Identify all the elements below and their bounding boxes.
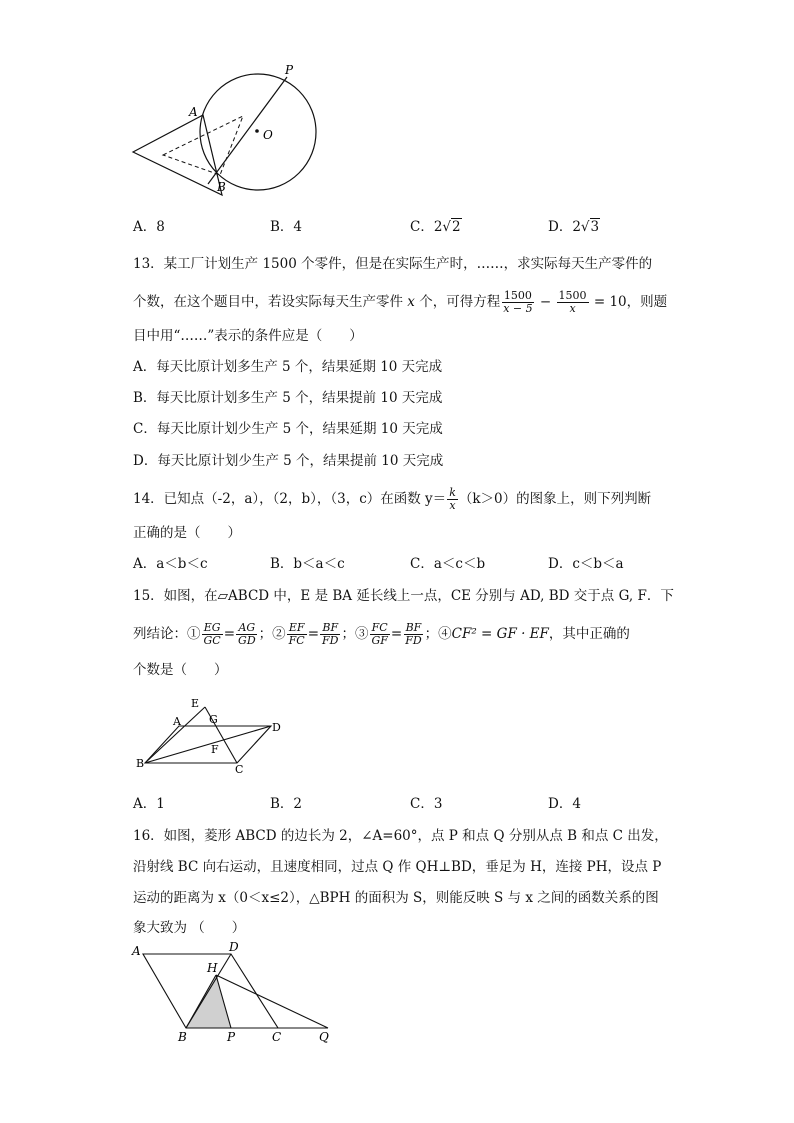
- q16-line2: 沿射线 BC 向右运动，且速度相同，过点 Q 作 QH⊥BD，垂足为 H，连接 PH，设点 P: [133, 859, 662, 875]
- q15-line-bd: [145, 726, 271, 763]
- q12-line-bp: [208, 77, 287, 184]
- q13-frac1: $\frac{1500}{x - 5}$: [503, 289, 533, 315]
- q14-option-b: B．b＜a＜c: [270, 556, 345, 572]
- q16-line1: 16．如图，菱形 ABCD 的边长为 2，∠A=60°，点 P 和点 Q 分别从点 B 和点 C 出发，: [133, 828, 668, 844]
- q15-line1: 15．如图，在▱ABCD 中，E 是 BA 延长线上一点，CE 分别与 AD, BD 交于点 G, F．下: [133, 588, 674, 604]
- q12-center-dot: [255, 129, 259, 133]
- q15-option-c: C．3: [410, 796, 443, 812]
- q16-label-h: H: [207, 961, 218, 975]
- q13-line2: 个数，在这个题目中，若设实际每天生产零件 x 个，可得方程 $\frac{1500}{x - 5}$ − $\frac{1500}{x}$ = 10，则题: [133, 289, 668, 315]
- q16-label-a: A: [132, 944, 141, 958]
- q16-line-hq: [216, 975, 328, 1028]
- q16-label-c: C: [272, 1030, 282, 1044]
- q15-label-d: D: [272, 721, 281, 734]
- q13-line3: 目中用“……”表示的条件应是（ ）: [133, 328, 363, 344]
- q14-option-c: C．a＜c＜b: [410, 556, 486, 572]
- q16-label-p: P: [227, 1030, 236, 1044]
- q16-figure: [128, 940, 338, 1050]
- q13-option-c: C．每天比原计划少生产 5 个，结果延期 10 天完成: [133, 421, 443, 437]
- q15-label-b: B: [136, 757, 145, 770]
- q15-figure: [133, 693, 288, 778]
- q14-line1: 14．已知点（-2，a），（2，b），（3，c）在函数 y＝ $\frac{k}{x}$ （k＞0）的图象上，则下列判断: [133, 486, 652, 512]
- q12-figure: [125, 60, 325, 200]
- q16-label-d: D: [229, 940, 239, 954]
- q12-option-c: C．2√2: [410, 219, 461, 235]
- q14-line2: 正确的是（ ）: [133, 525, 241, 541]
- q12-dashed-triangle: [163, 116, 243, 175]
- q13-frac2: $\frac{1500}{x}$: [558, 289, 587, 315]
- q13-option-a: A．每天比原计划多生产 5 个，结果延期 10 天完成: [133, 359, 443, 375]
- q15-option-a: A．1: [133, 796, 165, 812]
- q16-shaded-triangle: [186, 975, 231, 1028]
- q15-label-c: C: [235, 763, 244, 776]
- q15-line3: 个数是（ ）: [133, 662, 228, 678]
- q12-label-p: P: [285, 63, 294, 77]
- q15-label-f: F: [211, 743, 219, 756]
- q15-option-b: B．2: [270, 796, 303, 812]
- q12-label-b: B: [217, 180, 226, 194]
- q13-option-d: D．每天比原计划少生产 5 个，结果提前 10 天完成: [133, 453, 444, 469]
- q16-label-q: Q: [319, 1030, 329, 1044]
- q12-option-b: B．4: [270, 219, 303, 235]
- q14-option-d: D．c＜b＜a: [548, 556, 624, 572]
- q12-label-a: A: [189, 105, 198, 119]
- q15-label-e: E: [191, 697, 200, 710]
- q13-option-b: B．每天比原计划多生产 5 个，结果提前 10 天完成: [133, 390, 443, 406]
- q14-frac: $\frac{k}{x}$: [449, 486, 456, 512]
- q15-line2: 列结论：① $\frac{EG}{GC}$ = $\frac{AG}{GD}$ ；② $\frac{EF}{FC}$ = $\frac{BF}{FD}$ ；③ $\frac{FC}{GF}$ = $\frac{BF}{FD}$ ；④CF² = GF · EF，其中正确的: [133, 621, 630, 647]
- q15-option-d: D．4: [548, 796, 581, 812]
- q16-label-b: B: [178, 1030, 187, 1044]
- q16-line3: 运动的距离为 x（0＜x≤2），△BPH 的面积为 S，则能反映 S 与 x 之间的函数关系的图: [133, 890, 659, 906]
- q15-label-g: G: [209, 713, 218, 726]
- q13-line1: 13．某工厂计划生产 1500 个零件，但是在实际生产时，……，求实际每天生产零件的: [133, 256, 653, 272]
- q15-label-a: A: [173, 715, 181, 728]
- q12-option-a: A．8: [133, 219, 165, 235]
- q14-option-a: A．a＜b＜c: [133, 556, 208, 572]
- q12-option-d: D．2√3: [548, 219, 600, 235]
- q12-label-o: O: [263, 128, 273, 142]
- q16-line4: 象大致为 （ ）: [133, 920, 246, 936]
